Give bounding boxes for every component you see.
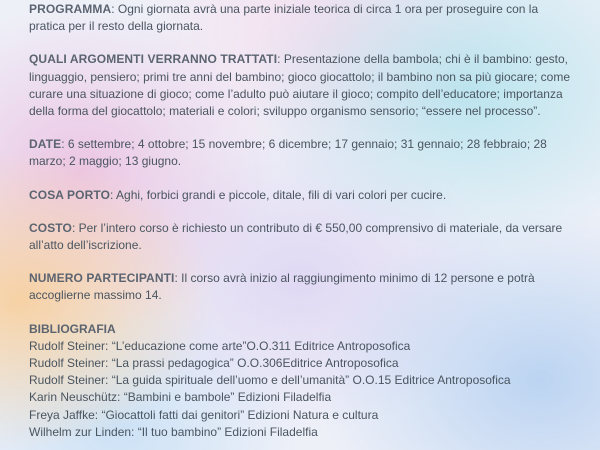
partecipanti-section xyxy=(29,270,574,304)
course-info-document xyxy=(29,1,574,450)
costo-label: COSTO xyxy=(29,220,72,235)
argomenti-text: : Presentazione della bambola; chi è il bambino: gesto, linguaggio, pensiero; primi tre anni del bambino; gioco giocattolo; il bambino non sa più giocare; come curare una situazione di gioco; come l’adulto può aiutare il gioco; compito dell’educatore; importanza della forma del giocattolo; materiali e colori; sviluppo organismo sensorio; “essere nel processo”. xyxy=(29,52,570,119)
cosa-porto-label: COSA PORTO xyxy=(29,187,111,202)
cosa-porto-section xyxy=(29,187,574,204)
date-label: DATE xyxy=(29,137,62,152)
programma-text: : Ogni giornata avrà una parte iniziale teorica di circa 1 ora per proseguire con la pratica per il resto della giornata. xyxy=(29,2,539,34)
bibliografia-item: Freya Jaffke: “Giocattoli fatti dai genitori” Edizioni Natura e cultura xyxy=(29,407,379,422)
date-text: : 6 settembre; 4 ottobre; 15 novembre; 6 dicembre; 17 gennaio; 31 gennaio; 28 febbraio; 28 marzo; 2 maggio; 13 giugno. xyxy=(29,137,547,169)
partecipanti-label: NUMERO PARTECIPANTI xyxy=(29,271,175,286)
bibliografia-item: Karin Neuschütz: “Bambini e bambole” Edizioni Filadelfia xyxy=(29,390,332,405)
programma-section xyxy=(29,1,574,35)
cosa-porto-text: : Aghi, forbici grandi e piccole, ditale, fili di vari colori per cucire. xyxy=(110,187,447,202)
argomenti-section xyxy=(29,51,574,120)
bibliografia-section xyxy=(29,321,574,441)
bibliografia-item: Rudolf Steiner: “L’educazione come arte”O.O.311 Editrice Antroposofica xyxy=(29,338,411,353)
argomenti-label: QUALI ARGOMENTI VERRANNO TRATTATI xyxy=(29,52,278,67)
bibliografia-item: Rudolf Steiner: “La prassi pedagogica” O.O.306Editrice Antroposofica xyxy=(29,356,399,371)
date-section xyxy=(29,136,574,170)
partecipanti-text: : Il corso avrà inizio al raggiungimento minimo di 12 persone e potrà accoglierne massimo 14. xyxy=(29,271,535,303)
programma-label: PROGRAMMA xyxy=(29,2,112,16)
costo-text: : Per l’intero corso è richiesto un contributo di € 550,00 comprensivo di materiale, da versare all’atto dell’iscrizione. xyxy=(29,220,563,253)
bibliografia-item: Rudolf Steiner: “La guida spirituale dell’uomo e dell’umanità” O.O.15 Editrice Antroposofica xyxy=(29,373,511,388)
bibliografia-title: BIBLIOGRAFIA xyxy=(29,321,116,336)
bibliografia-list xyxy=(29,338,574,441)
costo-section xyxy=(29,220,574,254)
bibliografia-item: Wilhelm zur Linden: “Il tuo bambino” Edizioni Filadelfia xyxy=(29,424,318,439)
